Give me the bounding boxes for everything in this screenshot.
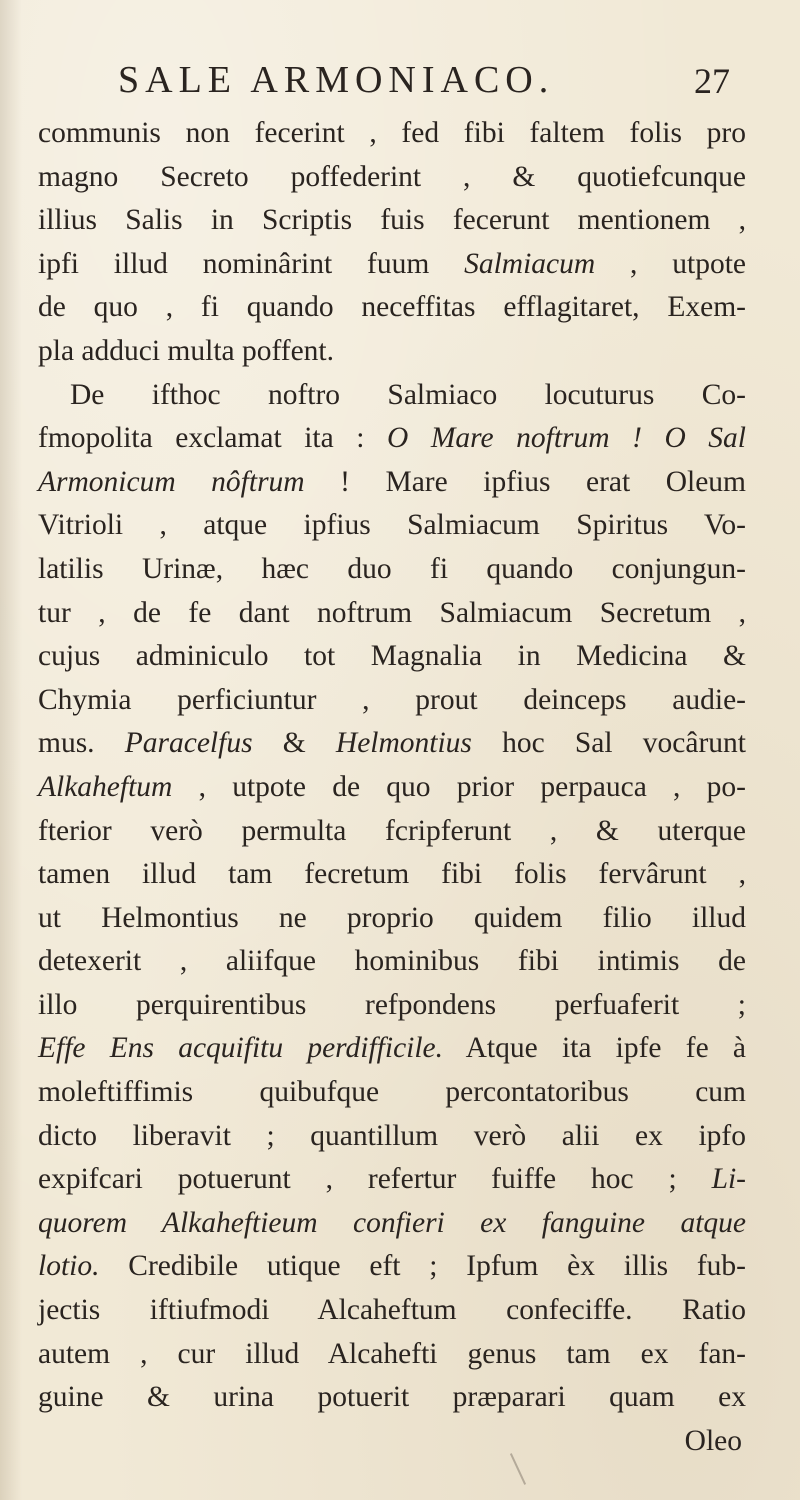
running-head-title: SALE ARMONIACO. <box>118 59 555 101</box>
text-line <box>38 1202 746 1246</box>
text-line <box>38 1071 746 1115</box>
text-segment: , utpote <box>595 247 746 280</box>
text-segment: autem , cur illud Alcahefti genus tam ex fan- <box>38 1337 746 1370</box>
text-line <box>38 504 746 548</box>
text-segment: guine & urina potuerit præparari quam ex <box>38 1381 746 1414</box>
text-line <box>38 330 746 374</box>
text-line <box>38 286 746 330</box>
text-segment: tur , de fe dant noftrum Salmiacum Secretum , <box>38 596 746 629</box>
italic-text: Salmiacum <box>464 247 596 280</box>
text-segment: communis non fecerint , fed fibi faltem folis pro <box>38 117 746 149</box>
text-segment: Chymia perficiuntur , prout deinceps audie- <box>38 683 746 716</box>
text-segment: cujus adminiculo tot Magnalia in Medicina & <box>38 640 746 673</box>
italic-text: Alkaheftum <box>38 770 173 803</box>
italic-text: O Mare noftrum ! O Sal <box>386 422 746 455</box>
text-segment: fmopolita exclamat ita : <box>38 422 387 455</box>
text-line <box>38 984 746 1028</box>
text-line <box>38 1245 746 1289</box>
text-segment: magno Secreto poffederint , & quotiefcunque <box>38 160 746 193</box>
text-segment: Credibile utique eft ; Ipfum èx illis fub- <box>99 1250 746 1283</box>
text-segment: Atque ita ipfe fe à <box>443 1032 746 1065</box>
text-line <box>38 1289 746 1333</box>
text-line <box>38 940 746 984</box>
text-segment: fterior verò permulta fcripferunt , & uterque <box>38 814 746 847</box>
italic-text: quorem Alkaheftieum confieri ex fanguine atque <box>38 1206 746 1239</box>
text-line <box>38 156 746 200</box>
text-segment: ! Mare ipfius erat Oleum <box>304 465 746 498</box>
italic-text: Armonicum nôftrum <box>38 465 305 498</box>
page-number: 27 <box>694 61 730 101</box>
body-text <box>38 112 746 1463</box>
italic-text: Li- <box>711 1163 746 1196</box>
text-segment: latilis Urinæ, hæc duo fi quando conjungun- <box>38 552 746 585</box>
text-segment: jectis iftiufmodi Alcaheftum confeciffe. Ratio <box>38 1294 746 1327</box>
text-line <box>38 112 746 156</box>
text-line <box>38 679 746 723</box>
text-segment: tamen illud tam fecretum fibi folis fervârunt , <box>38 858 746 891</box>
text-segment: mus. <box>38 727 125 760</box>
text-line <box>38 722 746 766</box>
italic-text: Helmontius <box>335 727 472 760</box>
italic-text: Effe Ens acquifitu perdifficile. <box>38 1032 444 1065</box>
text-line <box>38 592 746 636</box>
text-line <box>38 199 746 243</box>
text-line <box>38 243 746 287</box>
text-segment: detexerit , aliifque hominibus fibi intimis de <box>38 945 746 978</box>
text-line <box>38 635 746 679</box>
text-segment: ut Helmontius ne proprio quidem filio illud <box>38 901 746 934</box>
text-line <box>38 897 746 941</box>
italic-text: Paracelfus <box>124 727 253 760</box>
text-segment: moleftiffimis quibufque percontatoribus cum <box>38 1076 746 1109</box>
catchword: Oleo <box>684 1424 742 1457</box>
text-line <box>38 1333 746 1377</box>
text-segment: De ifthoc noftro Salmiaco locuturus Co- <box>70 378 746 411</box>
text-line <box>38 853 746 897</box>
text-line <box>38 461 746 505</box>
text-line <box>38 548 746 592</box>
running-head <box>118 58 730 108</box>
text-line <box>38 810 746 854</box>
text-segment: pla adduci multa poffent. <box>38 334 335 367</box>
text-line <box>38 1376 746 1420</box>
text-line <box>38 1158 746 1202</box>
text-line <box>38 1115 746 1159</box>
text-segment: illo perquirentibus refpondens perfuaferit ; <box>38 988 746 1021</box>
text-segment: de quo , fi quando neceffitas efflagitaret, Exem- <box>38 291 746 324</box>
text-line <box>38 374 746 418</box>
text-segment: expifcari potuerunt , refertur fuiffe hoc ; <box>38 1163 712 1196</box>
text-segment: ipfi illud nominârint fuum <box>38 247 465 280</box>
binding-shadow <box>0 0 22 1500</box>
text-segment: Vitrioli , atque ipfius Salmiacum Spiritus Vo- <box>38 509 746 542</box>
text-segment: & <box>252 727 336 760</box>
text-segment: hoc Sal vocârunt <box>471 727 746 760</box>
italic-text: lotio. <box>38 1250 100 1283</box>
text-segment: illius Salis in Scriptis fuis fecerunt mentionem , <box>38 204 746 237</box>
text-line <box>38 1027 746 1071</box>
text-line <box>38 766 746 810</box>
text-segment: , utpote de quo prior perpauca , po- <box>172 770 746 803</box>
text-line <box>38 417 746 461</box>
text-segment: dicto liberavit ; quantillum verò alii ex ipfo <box>38 1119 746 1152</box>
